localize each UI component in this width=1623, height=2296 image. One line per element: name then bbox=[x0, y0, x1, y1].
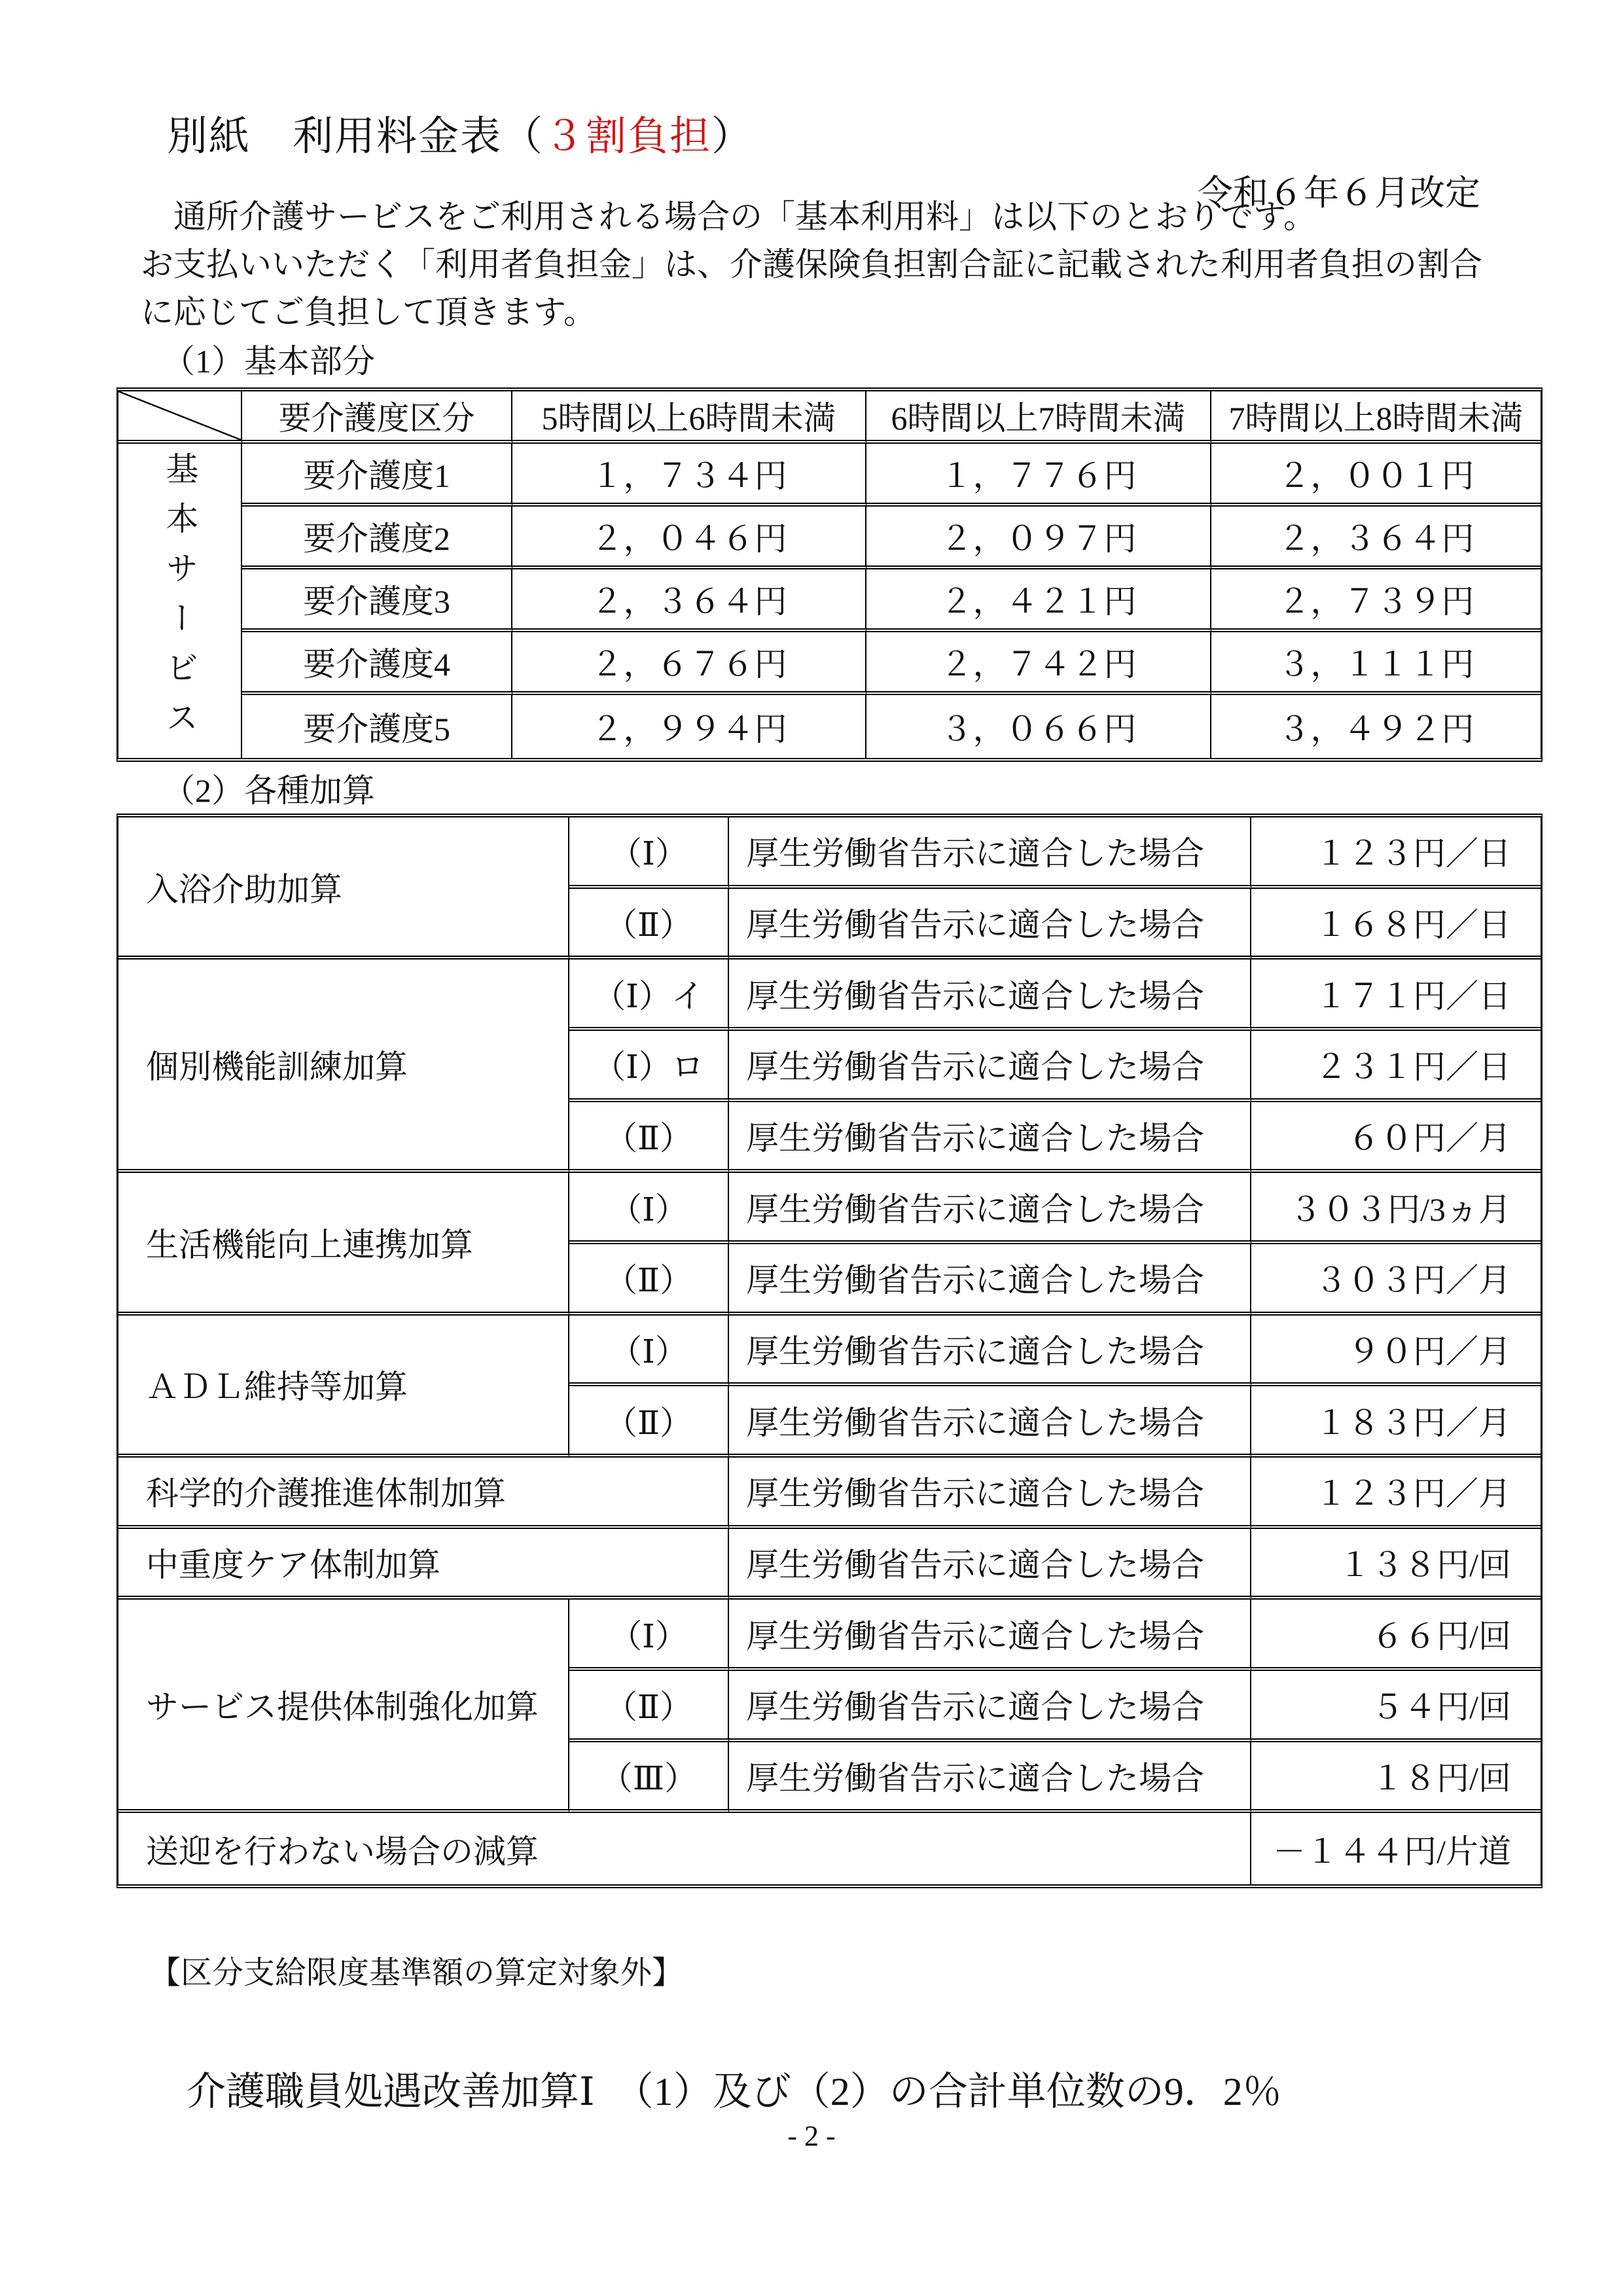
fee-value: ２，３６４円 bbox=[512, 569, 866, 632]
addon-group-label: ＡＤＬ維持等加算 bbox=[118, 1316, 569, 1458]
care-level-label: 要介護度3 bbox=[242, 569, 512, 632]
care-level-column-header: 要介護度区分 bbox=[242, 391, 512, 444]
addon-sub-code: （Ⅱ） bbox=[569, 1386, 729, 1458]
fee-value: ３，１１１円 bbox=[1211, 632, 1541, 695]
addon-condition: 厚生労働省告示に適合した場合 bbox=[729, 1742, 1251, 1814]
addon-sub-code: （Ⅲ） bbox=[569, 1742, 729, 1814]
addon-value: －１４４円/片道 bbox=[1273, 1833, 1511, 1870]
addon-condition: 厚生労働省告示に適合した場合 bbox=[729, 960, 1251, 1031]
fee-value: ２，０９７円 bbox=[866, 507, 1211, 569]
addon-value: ５４円/回 bbox=[1251, 1671, 1541, 1742]
care-level-label: 要介護度2 bbox=[242, 507, 512, 569]
addon-condition: 厚生労働省告示に適合した場合 bbox=[729, 1600, 1251, 1671]
exclusion-note: 【区分支給限度基準額の算定対象外】 bbox=[149, 1956, 684, 1990]
fee-value: １，７３４円 bbox=[512, 444, 866, 507]
addon-sub-code: （Ⅰ） bbox=[569, 1316, 729, 1387]
page-title-highlight: ３割負担 bbox=[544, 115, 712, 159]
side-label-basic-service: 基本サービス bbox=[118, 444, 242, 758]
addon-fee-table bbox=[116, 814, 1543, 1888]
intro-line-1: 通所介護サービスをご利用される場合の「基本利用料」は以下のとおりです。 bbox=[141, 198, 1316, 235]
addon-value: １６８円／日 bbox=[1251, 889, 1541, 960]
addon-value: １８円/回 bbox=[1251, 1742, 1541, 1814]
fee-value: ２，７３９円 bbox=[1211, 569, 1541, 632]
fee-value: ２，３６４円 bbox=[1211, 507, 1541, 569]
addon-value: ２３１円／日 bbox=[1251, 1031, 1541, 1102]
addon-sub-code: （Ⅰ） bbox=[569, 1173, 729, 1244]
care-level-label: 要介護度5 bbox=[242, 695, 512, 758]
addon-condition: 厚生労働省告示に適合した場合 bbox=[729, 889, 1251, 960]
addon-sub-code: （Ⅱ） bbox=[569, 1102, 729, 1174]
revision-date: 令和６年６月改定 bbox=[1198, 173, 1480, 213]
intro-paragraph bbox=[141, 193, 1528, 336]
improvement-addition-line: 介護職員処遇改善加算Ⅰ （1）及び（2）の合計単位数の9．2％ bbox=[187, 2070, 1282, 2113]
addon-group-label: 科学的介護推進体制加算 bbox=[118, 1458, 729, 1529]
page-title bbox=[167, 103, 753, 162]
time-range-header: 6時間以上7時間未満 bbox=[866, 391, 1211, 444]
addon-condition: 厚生労働省告示に適合した場合 bbox=[729, 1244, 1251, 1316]
addon-value: ９０円／月 bbox=[1251, 1316, 1541, 1387]
time-range-header: 7時間以上8時間未満 bbox=[1211, 391, 1541, 444]
page-title-suffix: ） bbox=[711, 115, 754, 159]
fee-value: ２，００１円 bbox=[1211, 444, 1541, 507]
addon-value: １７１円／日 bbox=[1251, 960, 1541, 1031]
fee-value: ２，７４２円 bbox=[866, 632, 1211, 695]
addon-condition: 厚生労働省告示に適合した場合 bbox=[729, 817, 1251, 889]
addon-sub-code: （Ⅱ） bbox=[569, 1244, 729, 1316]
addon-value: ３０３円/3ヵ月 bbox=[1251, 1173, 1541, 1244]
section-heading-addons: （2）各種加算 bbox=[162, 772, 375, 809]
care-level-label: 要介護度4 bbox=[242, 632, 512, 695]
addon-value: １８３円／月 bbox=[1251, 1386, 1541, 1458]
addon-value: １２３円／日 bbox=[1251, 817, 1541, 889]
fee-value: ２，０４６円 bbox=[512, 507, 866, 569]
page-title-prefix: 別紙 利用料金表（ bbox=[167, 115, 544, 159]
addon-condition: 厚生労働省告示に適合した場合 bbox=[729, 1031, 1251, 1102]
fee-value: １，７７６円 bbox=[866, 444, 1211, 507]
addon-group-label: 個別機能訓練加算 bbox=[118, 960, 569, 1173]
addon-value: １３８円/回 bbox=[1251, 1529, 1541, 1600]
intro-line-3: に応じてご負担して頂きます。 bbox=[141, 294, 596, 331]
addon-condition: 厚生労働省告示に適合した場合 bbox=[729, 1529, 1251, 1600]
fee-value: ２，９９４円 bbox=[512, 695, 866, 758]
addon-group-label: 中重度ケア体制加算 bbox=[118, 1529, 729, 1600]
addon-value: ６６円/回 bbox=[1251, 1600, 1541, 1671]
addon-sub-code: （Ⅰ）イ bbox=[569, 960, 729, 1031]
addon-value: １２３円／月 bbox=[1251, 1458, 1541, 1529]
addon-condition: 厚生労働省告示に適合した場合 bbox=[729, 1671, 1251, 1742]
diagonal-line bbox=[118, 391, 241, 440]
fee-value: ３，０６６円 bbox=[866, 695, 1211, 758]
addon-value: ３０３円／月 bbox=[1251, 1244, 1541, 1316]
intro-line-2: お支払いいただく「利用者負担金」は、介護保険負担割合証に記載された利用者負担の割合 bbox=[141, 246, 1482, 283]
page-number: - 2 - bbox=[787, 2120, 836, 2152]
care-level-label: 要介護度1 bbox=[242, 444, 512, 507]
corner-diagonal-cell bbox=[118, 391, 242, 444]
addon-sub-code: （Ⅱ） bbox=[569, 1671, 729, 1742]
addon-condition: 厚生労働省告示に適合した場合 bbox=[729, 1173, 1251, 1244]
addon-group-label: 入浴介助加算 bbox=[118, 817, 569, 960]
fee-value: ２，４２１円 bbox=[866, 569, 1211, 632]
addon-group-label: サービス提供体制強化加算 bbox=[118, 1600, 569, 1813]
addon-condition: 厚生労働省告示に適合した場合 bbox=[729, 1316, 1251, 1387]
addon-sub-code: （Ⅱ） bbox=[569, 889, 729, 960]
addon-sub-code: （Ⅰ）ロ bbox=[569, 1031, 729, 1102]
addon-group-label: 送迎を行わない場合の減算 bbox=[118, 1813, 1251, 1884]
addon-group-label: 生活機能向上連携加算 bbox=[118, 1173, 569, 1315]
section-heading-basic: （1）基本部分 bbox=[162, 343, 375, 380]
addon-condition: 厚生労働省告示に適合した場合 bbox=[729, 1386, 1251, 1458]
time-range-header: 5時間以上6時間未満 bbox=[512, 391, 866, 444]
addon-sub-code: （Ⅰ） bbox=[569, 1600, 729, 1671]
basic-fee-table bbox=[116, 387, 1543, 762]
addon-condition: 厚生労働省告示に適合した場合 bbox=[729, 1458, 1251, 1529]
addon-sub-code: （Ⅰ） bbox=[569, 817, 729, 889]
fee-value: ３，４９２円 bbox=[1277, 711, 1474, 747]
fee-value: ２，６７６円 bbox=[512, 632, 866, 695]
addon-condition: 厚生労働省告示に適合した場合 bbox=[729, 1102, 1251, 1174]
addon-value: ６０円／月 bbox=[1251, 1102, 1541, 1174]
